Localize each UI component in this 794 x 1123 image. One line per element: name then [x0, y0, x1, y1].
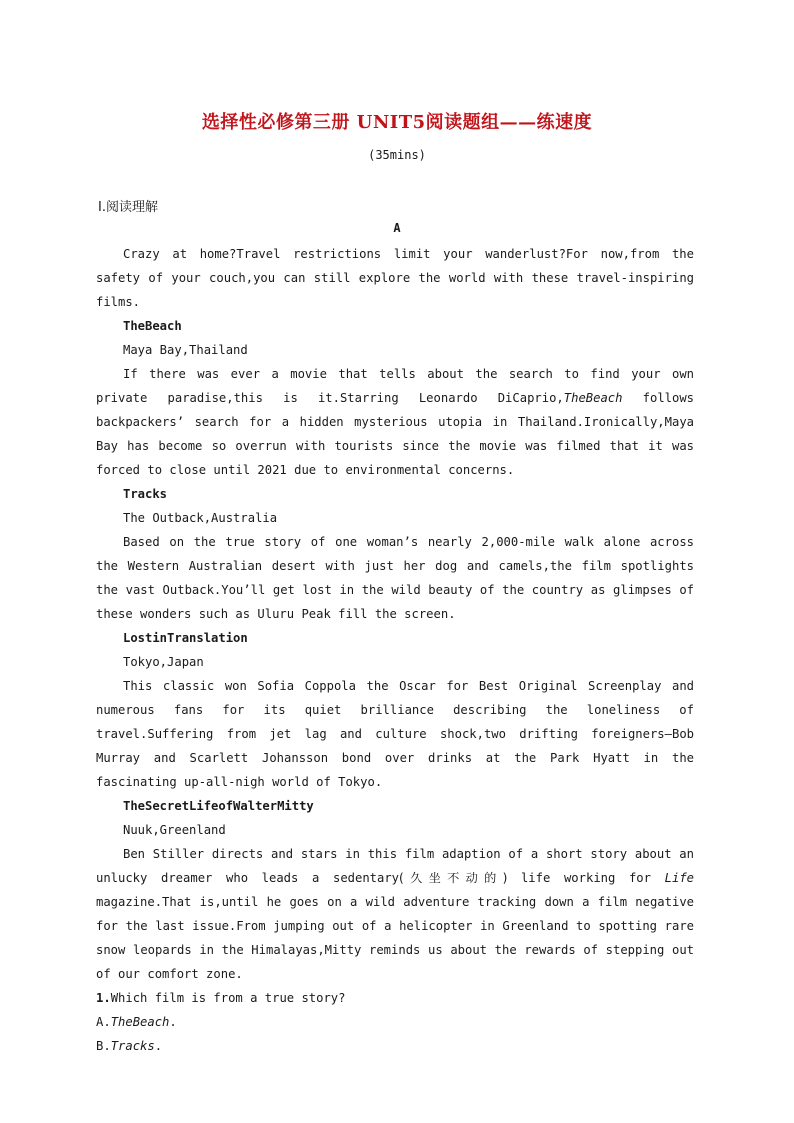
film-italic-title: Life — [664, 871, 694, 885]
section-heading: Ⅰ.阅读理解 — [98, 200, 158, 215]
film-text: Ben Stiller directs and stars in this film adaption of a short story about an unlucky dreamer who leads a sedentary — [96, 847, 694, 885]
duration-note: (35mins) — [368, 148, 426, 162]
option-letter: B. — [96, 1039, 111, 1053]
chinese-gloss: (久坐不动的) — [399, 871, 508, 885]
question — [96, 986, 694, 1010]
film-description — [96, 362, 694, 482]
film-title: TheBeach — [123, 319, 182, 333]
film-title: Tracks — [123, 487, 168, 501]
option-text: TheBeach — [110, 1015, 170, 1029]
film-title: TheSecretLifeofWalterMitty — [123, 799, 314, 813]
film-location: Maya Bay,Thailand — [123, 343, 248, 357]
page-title: 选择性必修第三册 UNIT5阅读题组——练速度 — [201, 112, 593, 133]
film-location: The Outback,Australia — [123, 511, 278, 525]
option-suffix: . — [154, 1039, 163, 1053]
film-description: This classic won Sofia Coppola the Oscar for Best Original Screenplay and numerous fans for its quiet brilliance describing the loneliness of travel.Suffering from jet lag and culture shock,two drifting foreigners—Bob Murray and Scarlett Johansson bond over drinks at the Park Hyatt in the fascinating up-all-nigh world of Tokyo. — [96, 679, 694, 789]
film-italic-title: TheBeach — [563, 391, 623, 405]
option-letter: A. — [96, 1015, 111, 1029]
film-location: Tokyo,Japan — [123, 655, 204, 669]
film-text: If there was ever a movie that tells about the search to find your own private paradise,this is it.Starring Leonardo DiCaprio, — [96, 367, 694, 405]
passage-intro: Crazy at home?Travel restrictions limit your wanderlust?For now,from the safety of your couch,you can still explore the world with these travel-inspiring films. — [96, 247, 694, 309]
passage-body — [96, 242, 694, 1058]
answer-option[interactable] — [96, 1034, 694, 1058]
question-text: Which film is from a true story? — [110, 991, 346, 1005]
question-number: 1. — [96, 991, 111, 1005]
film-text: magazine.That is,until he goes on a wild adventure tracking down a film negative for the last issue.From jumping out of a helicopter in Greenland to spotting rare snow leopards in the Himalayas,Mitty reminds us about the rewards of stepping out of our comfort zone. — [96, 895, 694, 981]
film-text: follows backpackers’ search for a hidden mysterious utopia in Thailand.Ironically,Maya Bay has become so overrun with tourists since the movie was filmed that it was forced to close until 2021 due to environmental concerns. — [96, 391, 695, 477]
film-text: life working for — [507, 871, 665, 885]
film-description: Based on the true story of one woman’s nearly 2,000-mile walk alone across the Western Australian desert with just her dog and camels,the film spotlights the vast Outback.You’ll get lost in the wild beauty of the country as glimpses of these wonders such as Uluru Peak fill the screen. — [96, 535, 694, 621]
passage-label: A — [393, 221, 401, 235]
option-suffix: . — [169, 1015, 177, 1029]
film-description — [96, 842, 694, 986]
film-title: LostinTranslation — [123, 631, 248, 645]
option-text: Tracks — [110, 1039, 155, 1053]
film-location: Nuuk,Greenland — [123, 823, 226, 837]
answer-option[interactable] — [96, 1010, 694, 1034]
